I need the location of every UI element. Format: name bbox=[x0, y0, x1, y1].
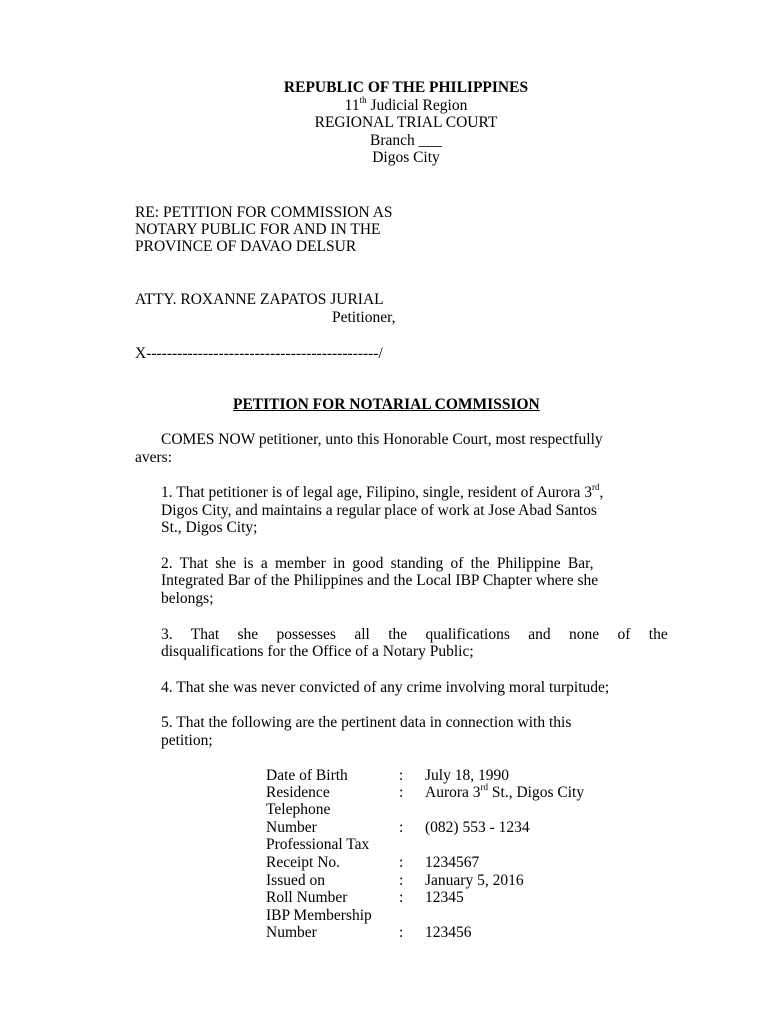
ptr-value: 1234567 bbox=[425, 854, 480, 871]
item-4-line-1: 4. That she was never convicted of any crime involving moral turpitude; bbox=[161, 679, 610, 696]
data-row-ibp-label bbox=[266, 907, 646, 925]
item-3-line-2: disqualifications for the Office of a Notary Public; bbox=[161, 643, 474, 660]
court-header-region bbox=[0, 94, 768, 115]
colon: : bbox=[399, 872, 404, 889]
region-ordinal: th bbox=[359, 94, 367, 105]
data-row-roll bbox=[266, 889, 646, 907]
data-row-ptr bbox=[266, 854, 646, 872]
issued-value: January 5, 2016 bbox=[425, 872, 524, 889]
item-2-line-1: 2. That she is a member in good standing of the Philippine Bar, bbox=[161, 555, 594, 572]
court-header-city: Digos City bbox=[372, 149, 440, 166]
ptr-label-1: Professional Tax bbox=[266, 836, 370, 853]
re-line-1: RE: PETITION FOR COMMISSION AS bbox=[135, 204, 393, 221]
item-3-line-1: 3. That she possesses all the qualifications and none of the bbox=[161, 626, 668, 643]
ibp-label-1: IBP Membership bbox=[266, 907, 372, 924]
colon: : bbox=[399, 889, 404, 906]
residence-ordinal: rd bbox=[480, 781, 489, 792]
roll-value: 12345 bbox=[425, 889, 464, 906]
intro-line-2: avers: bbox=[135, 449, 173, 466]
caption-separator: X---------------------------------------------/ bbox=[135, 345, 383, 362]
item-2-line-2: Integrated Bar of the Philippines and the Local IBP Chapter where she bbox=[161, 572, 599, 589]
ibp-value: 123456 bbox=[425, 924, 472, 941]
item-1-line-1 bbox=[161, 481, 604, 502]
birth-value: July 18, 1990 bbox=[425, 767, 509, 784]
item-1-comma: , bbox=[599, 484, 604, 501]
item-1-line-3: St., Digos City; bbox=[161, 519, 258, 536]
residence-street-number: Aurora 3 bbox=[425, 784, 481, 801]
issued-label: Issued on bbox=[266, 872, 325, 889]
data-row-telephone-label bbox=[266, 801, 646, 819]
data-row-issued bbox=[266, 872, 646, 890]
region-number: 11 bbox=[344, 97, 360, 114]
court-header-branch: Branch ___ bbox=[370, 132, 442, 149]
birth-label: Date of Birth bbox=[266, 767, 348, 784]
residence-street-city: St., Digos City bbox=[488, 784, 585, 801]
item-5-line-1: 5. That the following are the pertinent data in connection with this bbox=[161, 714, 572, 731]
ibp-label-2: Number bbox=[266, 924, 317, 941]
item-2-line-3: belongs; bbox=[161, 590, 214, 607]
intro-line-1: COMES NOW petitioner, unto this Honorable Court, most respectfully bbox=[161, 431, 603, 448]
colon: : bbox=[399, 854, 404, 871]
residence-value bbox=[425, 781, 585, 802]
petitioner-name: ATTY. ROXANNE ZAPATOS JURIAL bbox=[135, 291, 384, 308]
colon: : bbox=[399, 767, 404, 784]
data-row-ibp bbox=[266, 924, 646, 942]
re-line-3: PROVINCE OF DAVAO DELSUR bbox=[135, 238, 357, 255]
telephone-label-1: Telephone bbox=[266, 801, 331, 818]
residence-label: Residence bbox=[266, 784, 330, 801]
item-1-text: 1. That petitioner is of legal age, Filipino, single, resident of Aurora 3 bbox=[161, 484, 593, 501]
petitioner-role: Petitioner, bbox=[332, 309, 396, 326]
colon: : bbox=[399, 924, 404, 941]
telephone-label-2: Number bbox=[266, 819, 317, 836]
re-line-2: NOTARY PUBLIC FOR AND IN THE bbox=[135, 221, 381, 238]
data-row-residence bbox=[266, 781, 646, 802]
roll-label: Roll Number bbox=[266, 889, 348, 906]
document-title: PETITION FOR NOTARIAL COMMISSION bbox=[233, 396, 540, 413]
region-label: Judicial Region bbox=[366, 97, 468, 114]
court-header-republic: REPUBLIC OF THE PHILIPPINES bbox=[283, 79, 529, 96]
item-1-line-2: Digos City, and maintains a regular place of work at Jose Abad Santos bbox=[161, 502, 597, 519]
colon: : bbox=[399, 819, 404, 836]
colon: : bbox=[399, 784, 404, 801]
telephone-value: (082) 553 - 1234 bbox=[425, 819, 530, 836]
data-row-ptr-label bbox=[266, 836, 646, 854]
ptr-label-2: Receipt No. bbox=[266, 854, 341, 871]
data-row-telephone bbox=[266, 819, 646, 837]
item-1-ordinal: rd bbox=[592, 481, 600, 492]
item-5-line-2: petition; bbox=[161, 732, 213, 749]
court-header-rtc: REGIONAL TRIAL COURT bbox=[314, 114, 498, 131]
data-row-birth bbox=[266, 767, 646, 785]
